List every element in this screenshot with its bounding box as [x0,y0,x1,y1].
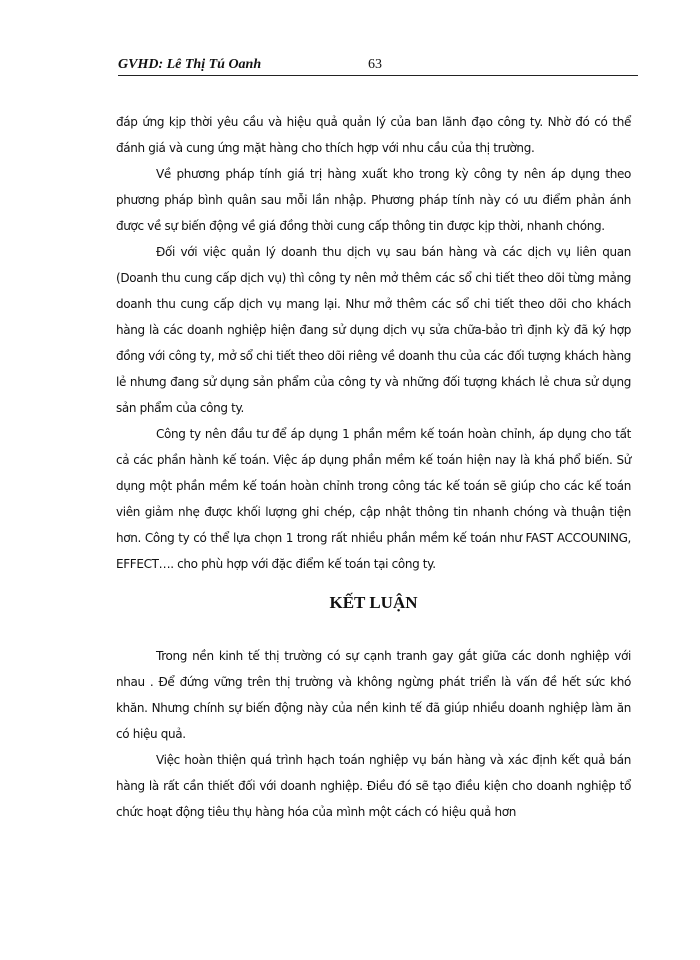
conclusion-paragraph: Trong nền kinh tế thị trường có sự cạnh tranh gay gắt giữa các donh nghiệp với nhau . Để đứng vững trên thị trường và không ngừng phát triển là vấn đề hết sức khó khăn. Nhưng chính sự biến động này của nền kinh tế đã giúp nhiều doanh nghiệp làm ăn có hiệu quả. [116,649,631,741]
paragraph: đáp ứng kịp thời yêu cầu và hiệu quả quản lý của ban lãnh đạo công ty. Nhờ đó có thể đánh giá và cung ứng mặt hàng cho thích hợp với nhu cầu của thị trường. [116,115,631,155]
page-number: 63 [368,57,382,72]
section-heading: KẾT LUẬN [329,593,418,612]
header-author: GVHD: Lê Thị Tú Oanh [118,57,262,72]
conclusion-paragraph: Việc hoàn thiện quá trình hạch toán nghiệp vụ bán hàng và xác định kết quả bán hàng là rất cần thiết đối với doanh nghiệp. Điều đó sẽ tạo điều kiện cho doanh nghiệp tổ chức hoạt động tiêu thụ hàng hóa của mình một cách có hiệu quả hơn [116,753,631,819]
page-header [118,55,638,76]
paragraph: Về phương pháp tính giá trị hàng xuất kho trong kỳ công ty nên áp dụng theo phương pháp bình quân sau mỗi lần nhập. Phương pháp tính này có ưu điểm phản ánh được về sự biến động về giá đồng thời cung cấp thông tin được kịp thời, nhanh chóng. [116,167,631,233]
paragraph: Đối với việc quản lý doanh thu dịch vụ sau bán hàng và các dịch vụ liên quan (Doanh thu cung cấp dịch vụ) thì công ty nên mở thêm các sổ chi tiết theo dõi từng mảng doanh thu cung cấp dịch vụ mang lại. Như mở thêm các sổ chi tiết theo dõi cho khách hàng là các doanh nghiệp hiện đang sử dụng dịch vụ sửa chữa-bảo trì định kỳ đã ký hợp đồng với công ty, mở sổ chi tiết theo dõi riêng về doanh thu của các đối tượng khách hàng lẻ nhưng đang sử dụng sản phẩm của công ty và những đối tượng khách lẻ chưa sử dụng sản phẩm của công ty. [116,245,631,415]
document-body [116,109,631,825]
paragraph: Công ty nên đầu tư để áp dụng 1 phần mềm kế toán hoàn chỉnh, áp dụng cho tất cả các phần hành kế toán. Việc áp dụng phần mềm kế toán hiện nay là khá phổ biến. Sử dụng một phần mềm kế toán hoàn chỉnh trong công tác kế toán sẽ giúp cho các kế toán viên giảm nhẹ được khối lượng ghi chép, cập nhật thông tin nhanh chóng và thuận tiện hơn. Công ty có thể lựa chọn 1 trong rất nhiều phần mềm kế toán như FAST ACCOUNING, EFFECT…. cho phù hợp với đặc điểm kế toán tại công ty. [116,427,631,571]
